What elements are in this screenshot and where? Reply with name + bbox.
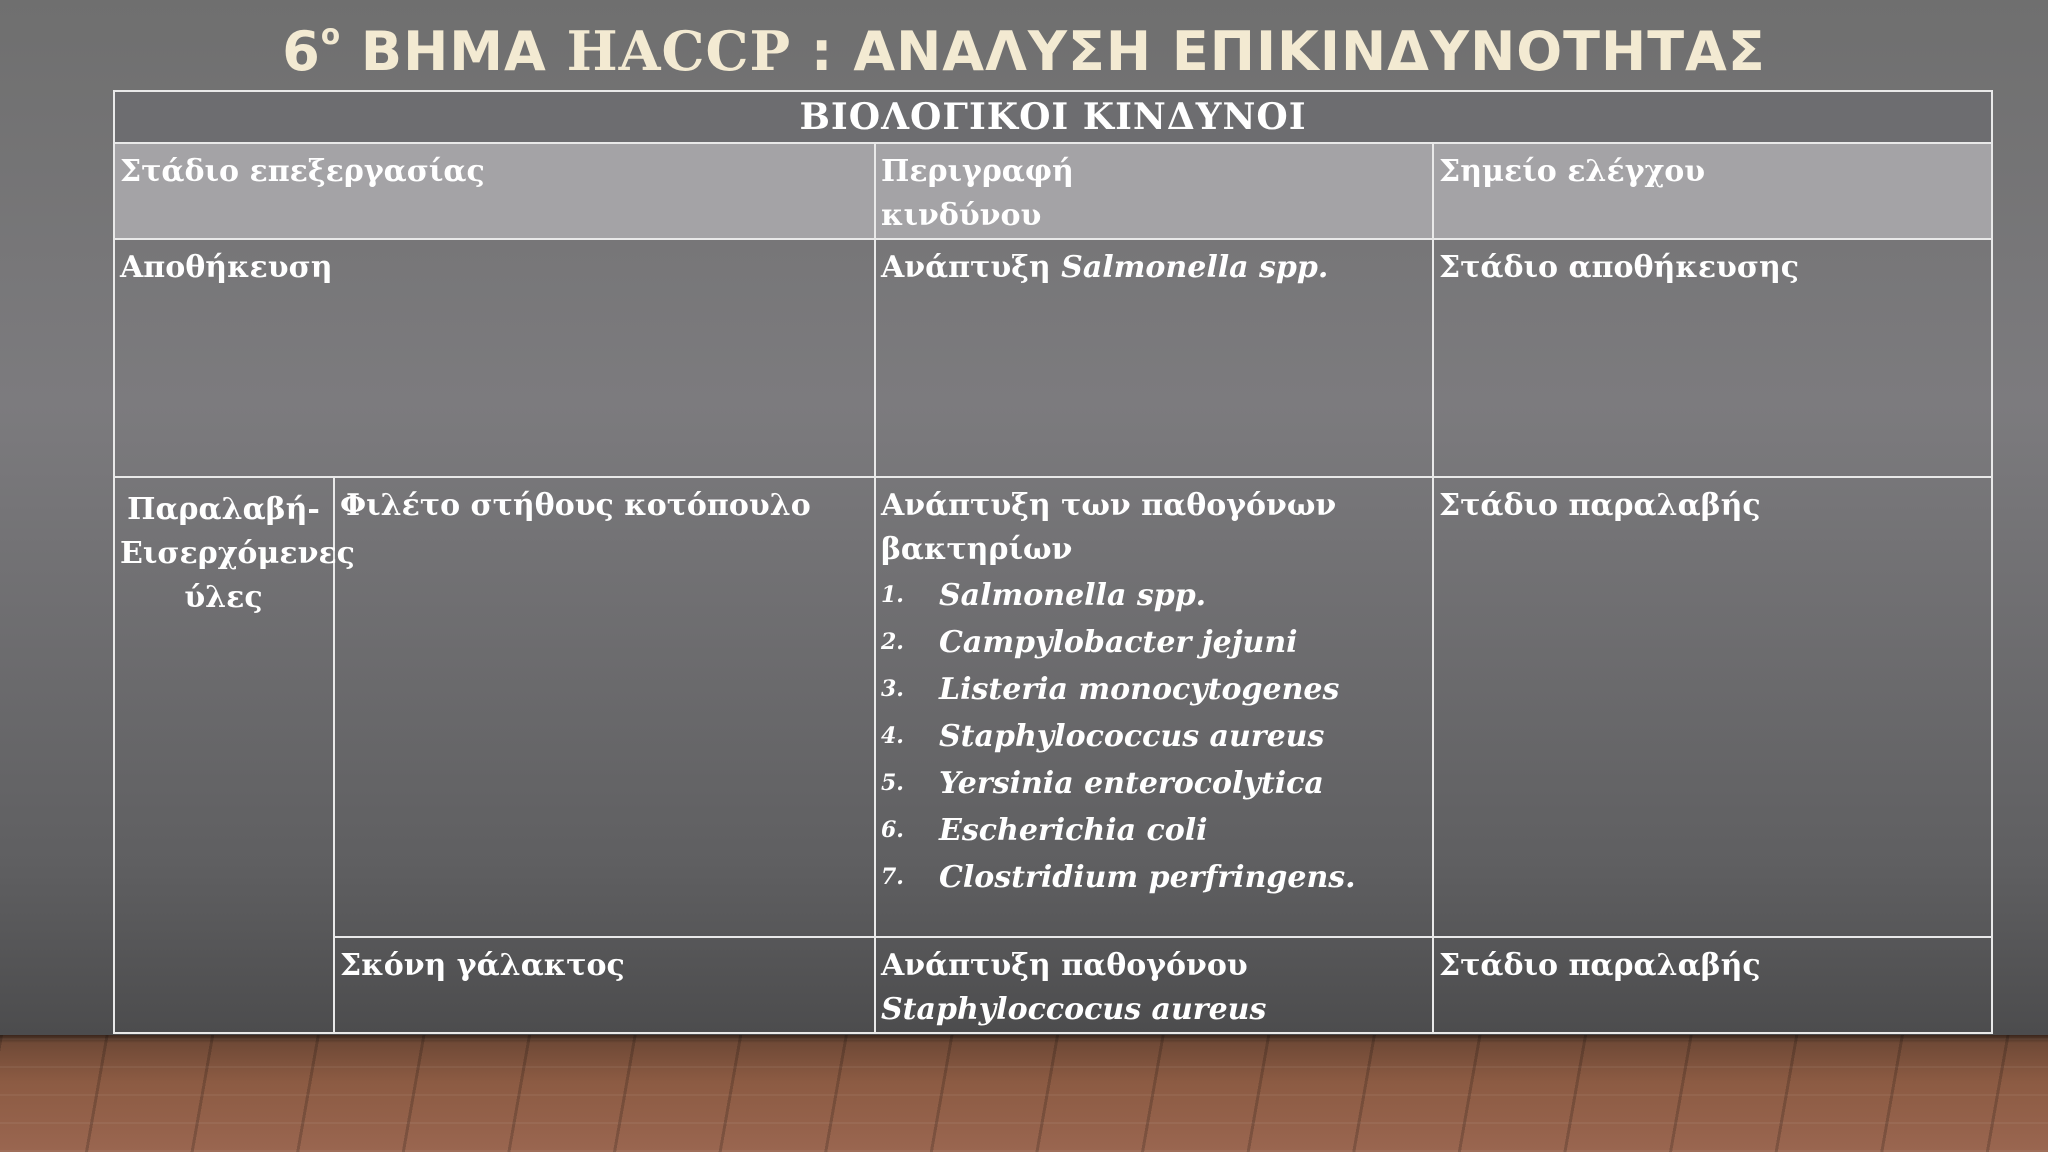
list-item-organism: Salmonella spp. bbox=[939, 578, 1207, 613]
chicken-control-cell: Στάδιο παραλαβής bbox=[1433, 477, 1992, 937]
receiving-category-cell: Παραλαβή-Εισερχόμενες ύλες bbox=[114, 477, 334, 1033]
storage-hazard-cell bbox=[875, 239, 1433, 477]
title-step-superscript: ο bbox=[320, 18, 342, 51]
storage-hazard-organism: Salmonella spp. bbox=[1061, 250, 1329, 285]
table-row-storage bbox=[114, 239, 1992, 477]
header-control: Σημείο ελέγχου bbox=[1433, 143, 1992, 239]
list-item-number: 3. bbox=[881, 676, 904, 702]
storage-hazard-prefix: Ανάπτυξη bbox=[881, 250, 1062, 285]
biological-hazards-heading: ΒΙΟΛΟΓΙΚΟΙ ΚΙΝΔΥΝΟΙ bbox=[114, 91, 1992, 143]
milk-item-cell: Σκόνη γάλακτος bbox=[334, 937, 875, 1033]
table-row-chicken bbox=[114, 477, 1992, 937]
wood-floor-decoration bbox=[0, 1035, 2048, 1152]
list-item-number: 7. bbox=[881, 864, 904, 890]
list-item-number: 6. bbox=[881, 817, 904, 843]
storage-stage-cell: Αποθήκευση bbox=[114, 239, 875, 477]
list-item-organism: Clostridium perfringens. bbox=[939, 860, 1356, 895]
table-band-row bbox=[114, 91, 1992, 143]
list-item-number: 5. bbox=[881, 770, 904, 796]
table-header-row bbox=[114, 143, 1992, 239]
chicken-hazard-intro: Ανάπτυξη των παθογόνων βακτηρίων bbox=[881, 488, 1337, 567]
list-item bbox=[881, 666, 1426, 713]
milk-control-cell: Στάδιο παραλαβής bbox=[1433, 937, 1992, 1033]
list-item bbox=[881, 807, 1426, 854]
page-title bbox=[0, 18, 2048, 83]
header-hazard bbox=[875, 143, 1433, 239]
title-haccp: HACCP bbox=[566, 19, 792, 83]
list-item-number: 2. bbox=[881, 629, 904, 655]
title-rest: : ΑΝΑΛΥΣΗ ΕΠΙΚΙΝΔΥΝΟΤΗΤΑΣ bbox=[810, 20, 1766, 83]
list-item-number: 4. bbox=[881, 723, 904, 749]
list-item-organism: Escherichia coli bbox=[939, 813, 1208, 848]
list-item-organism: Listeria monocytogenes bbox=[939, 672, 1340, 707]
chicken-item-cell: Φιλέτο στήθους κοτόπουλο bbox=[334, 477, 875, 937]
table-row-milk bbox=[114, 937, 1992, 1033]
list-item-organism: Yersinia enterocolytica bbox=[939, 766, 1324, 801]
list-item bbox=[881, 854, 1426, 901]
list-item-number: 1. bbox=[881, 582, 904, 608]
list-item bbox=[881, 760, 1426, 807]
header-stage: Στάδιο επεξεργασίας bbox=[114, 143, 875, 239]
milk-hazard-prefix: Ανάπτυξη παθογόνου bbox=[881, 948, 1248, 983]
list-item bbox=[881, 572, 1426, 619]
milk-hazard-organism: Staphyloccocus aureus bbox=[881, 992, 1267, 1027]
milk-hazard-cell bbox=[875, 937, 1433, 1033]
hazard-analysis-table bbox=[113, 90, 1993, 1034]
list-item-organism: Campylobacter jejuni bbox=[939, 625, 1298, 660]
title-step-number: 6 bbox=[282, 20, 321, 83]
header-hazard-line2: κινδύνου bbox=[881, 198, 1042, 233]
list-item-organism: Staphylococcus aureus bbox=[939, 719, 1325, 754]
list-item bbox=[881, 713, 1426, 760]
chicken-hazard-cell bbox=[875, 477, 1433, 937]
storage-control-cell: Στάδιο αποθήκευσης bbox=[1433, 239, 1992, 477]
title-step-word: ΒΗΜΑ bbox=[360, 20, 547, 83]
header-hazard-line1: Περιγραφή bbox=[881, 154, 1074, 189]
bacteria-list bbox=[881, 572, 1426, 901]
list-item bbox=[881, 619, 1426, 666]
